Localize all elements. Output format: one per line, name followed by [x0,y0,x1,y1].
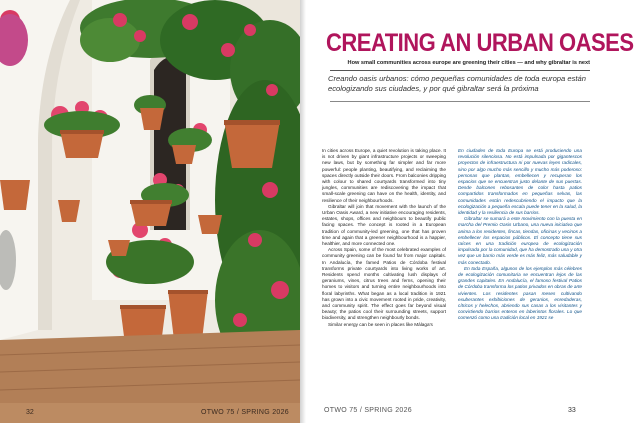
issue-label: OTWO 75 / SPRING 2026 [201,409,289,416]
body-paragraph: In cities across Europe, a quiet revolution is taking place. It is not driven by giant infrastructure projects or sweeping new laws, but by something far simpler and far more powerful: people planting, beautifying, and reclaiming the spaces directly outside their doors. From balconies dripping with colour to shared courtyards transformed into tiny jungles, communities are rediscovering the impact that small-scale greening can have on the health, identity, and resilience of their neighbourhoods. [322,148,446,203]
spanish-body-column [458,148,582,322]
title-divider [330,70,590,71]
body-paragraph: En toda España, algunos de los ejemplos más célebres de ecologización comunitaria se encuentran lejos de las grandes capitales. En Andalucía, el famoso festival Patios de Córdoba transforma los patios privados en obras de arte vivientes. Los residentes pasan meses cultivando exuberantes exhibiciones de geranios, enredaderas, cítricos y helechos, abriendo sus casas a los visitantes y convirtiendo barrios enteros en laberintos florales. Lo que comenzó como una tradición local en 1921 se [458,265,582,321]
issue-label: OTWO 75 / SPRING 2026 [324,407,412,414]
article-title: CREATING AN URBAN OASES [326,28,634,57]
english-body-column [322,148,446,328]
lead-divider [330,101,590,102]
body-paragraph: Gibraltar se sumará a este movimiento con la puesta en marcha del Premio Oasis Urbano, una nueva iniciativa que anima a los residentes, fincas, tiendas, oficinas y vecinos a embellecer los espacios públicos. El concepto tiene sus raíces en una tradición europea de ecologización impulsada por la comunidad, que ha demostrado una y otra vez que un barrio más verde es más feliz, más saludable y más conectado. [458,216,582,265]
page-number: 32 [26,409,34,416]
courtyard-photo [0,0,300,423]
page-gutter-shadow [300,0,306,423]
body-paragraph: Gibraltar will join that movement with the launch of the Urban Oasis Award, a new initiative encouraging residents, estates, shops, offices and neighbours to beautify public facing spaces. The concept is rooted in a European tradition of community-led greening, one that has proven time and again that a greener neighbourhood is a happier, healthier, and more connected one. [322,203,446,247]
body-paragraph: En ciudades de toda Europa se está produciendo una revolución silenciosa. No está impulsada por gigantescos proyectos de infraestructura ni por nuevas leyes radicales, sino por algo mucho más sencillo y mucho más poderoso: personas que plantan, embellecen y recuperan los espacios que se encuentran justo delante de sus puertas. Desde balcones rebosantes de color hasta patios compartidos transformados en pequeñas selvas, las comunidades están redescubriendo el impacto que la ecologización a pequeña escala puede tener en la salud, la identidad y la resiliencia de sus barrios. [458,148,582,216]
right-page [300,0,634,423]
spanish-lead: Creando oasis urbanos: cómo pequeñas comunidades de toda europa están ecologizando sus ciudades, y por qué gibraltar será la próxima [328,74,586,93]
left-page [0,0,300,423]
article-subtitle: How small communities across europe are greening their cities — and why gibraltar is next [347,60,590,66]
page-number: 33 [568,407,576,414]
body-paragraph: Across Spain, some of the most celebrated examples of community greening can be found far from major capitals. In Andalucía, the famed Patios de Córdoba festival transforms private courtyards into living works of art. Residents spend months cultivating lush displays of geraniums, vines, citrus trees and ferns, opening their homes to visitors and turning entire neighbourhoods into floral labyrinths. What began as a local tradition in 1921 has grown into a civic movement rooted in pride, creativity, and community spirit. The effect goes far beyond visual beauty; the patios cool their surrounding streets, support biodiversity, and strengthen neighbourly bonds. [322,247,446,321]
body-paragraph: Similar energy can be seen in places like Málaga's [328,321,433,327]
